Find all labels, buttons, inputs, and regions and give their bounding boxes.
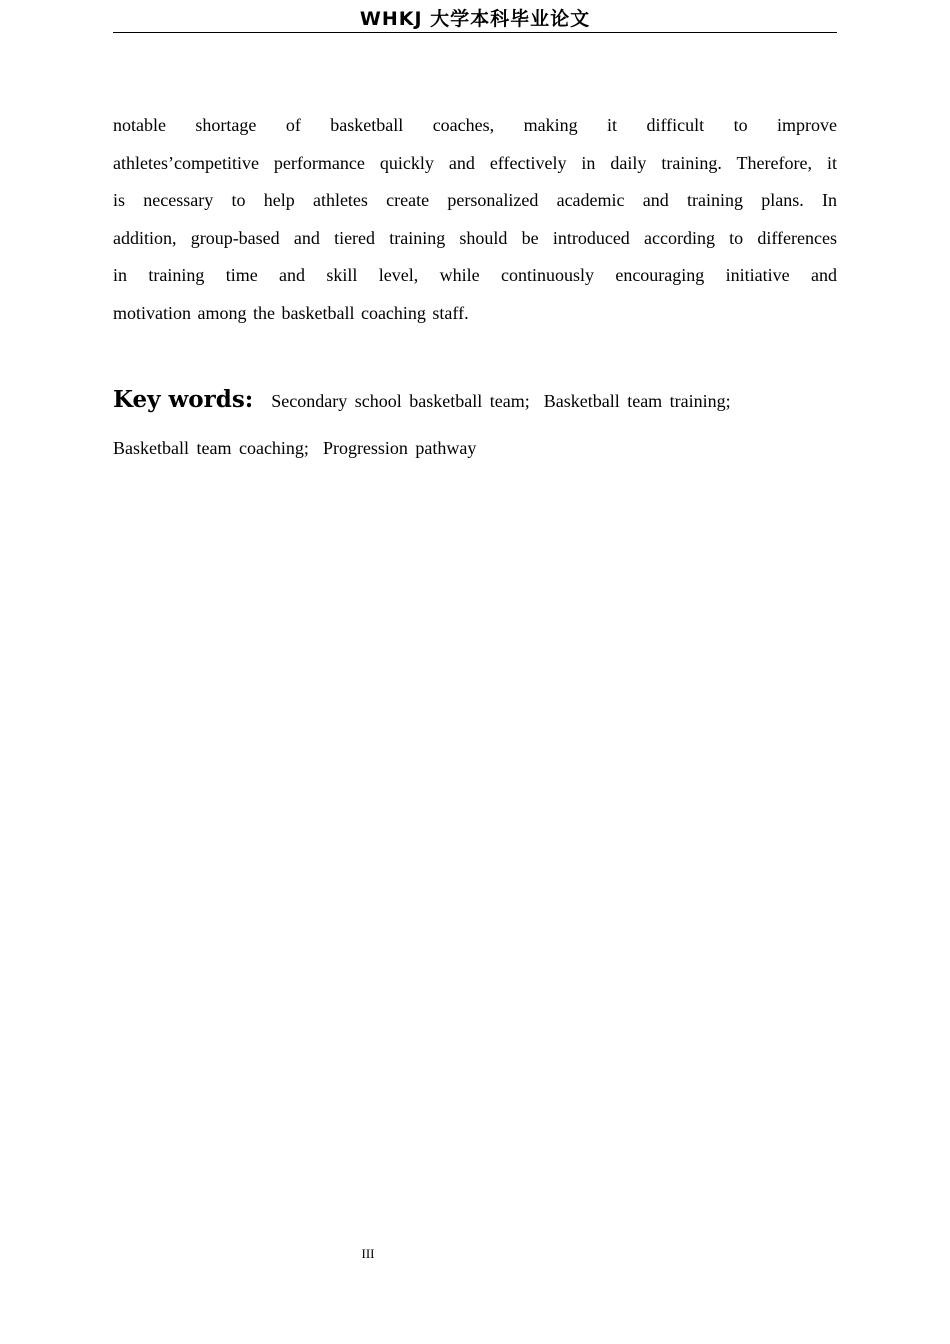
keyword-item: Secondary school basketball team; — [271, 391, 530, 411]
abstract-body — [113, 107, 837, 332]
keywords-row — [113, 424, 837, 472]
abstract-line: motivation among the basketball coaching staff. — [113, 302, 469, 323]
abstract-line: in training time and skill level, while continuously encouraging initiative and — [113, 265, 837, 285]
page-number: III — [361, 1246, 375, 1261]
keyword-item: Basketball team coaching; — [113, 438, 309, 458]
abstract-line: addition, group-based and tiered training should be introduced according to differences — [113, 227, 837, 248]
abstract-line: notable shortage of basketball coaches, making it difficult to improve — [113, 115, 837, 135]
page-header — [113, 6, 837, 33]
keywords-label: Key words: — [113, 386, 254, 413]
header-title: WHKJ 大学本科毕业论文 — [359, 8, 591, 30]
keywords-row — [113, 376, 837, 424]
keyword-item: Progression pathway — [322, 438, 477, 458]
abstract-line: athletes’competitive performance quickly and effectively in daily training. Therefore, it — [113, 152, 837, 173]
keywords-section — [113, 376, 837, 472]
abstract-line: is necessary to help athletes create personalized academic and training plans. In — [113, 190, 837, 210]
keyword-item: Basketball team training; — [543, 391, 731, 411]
